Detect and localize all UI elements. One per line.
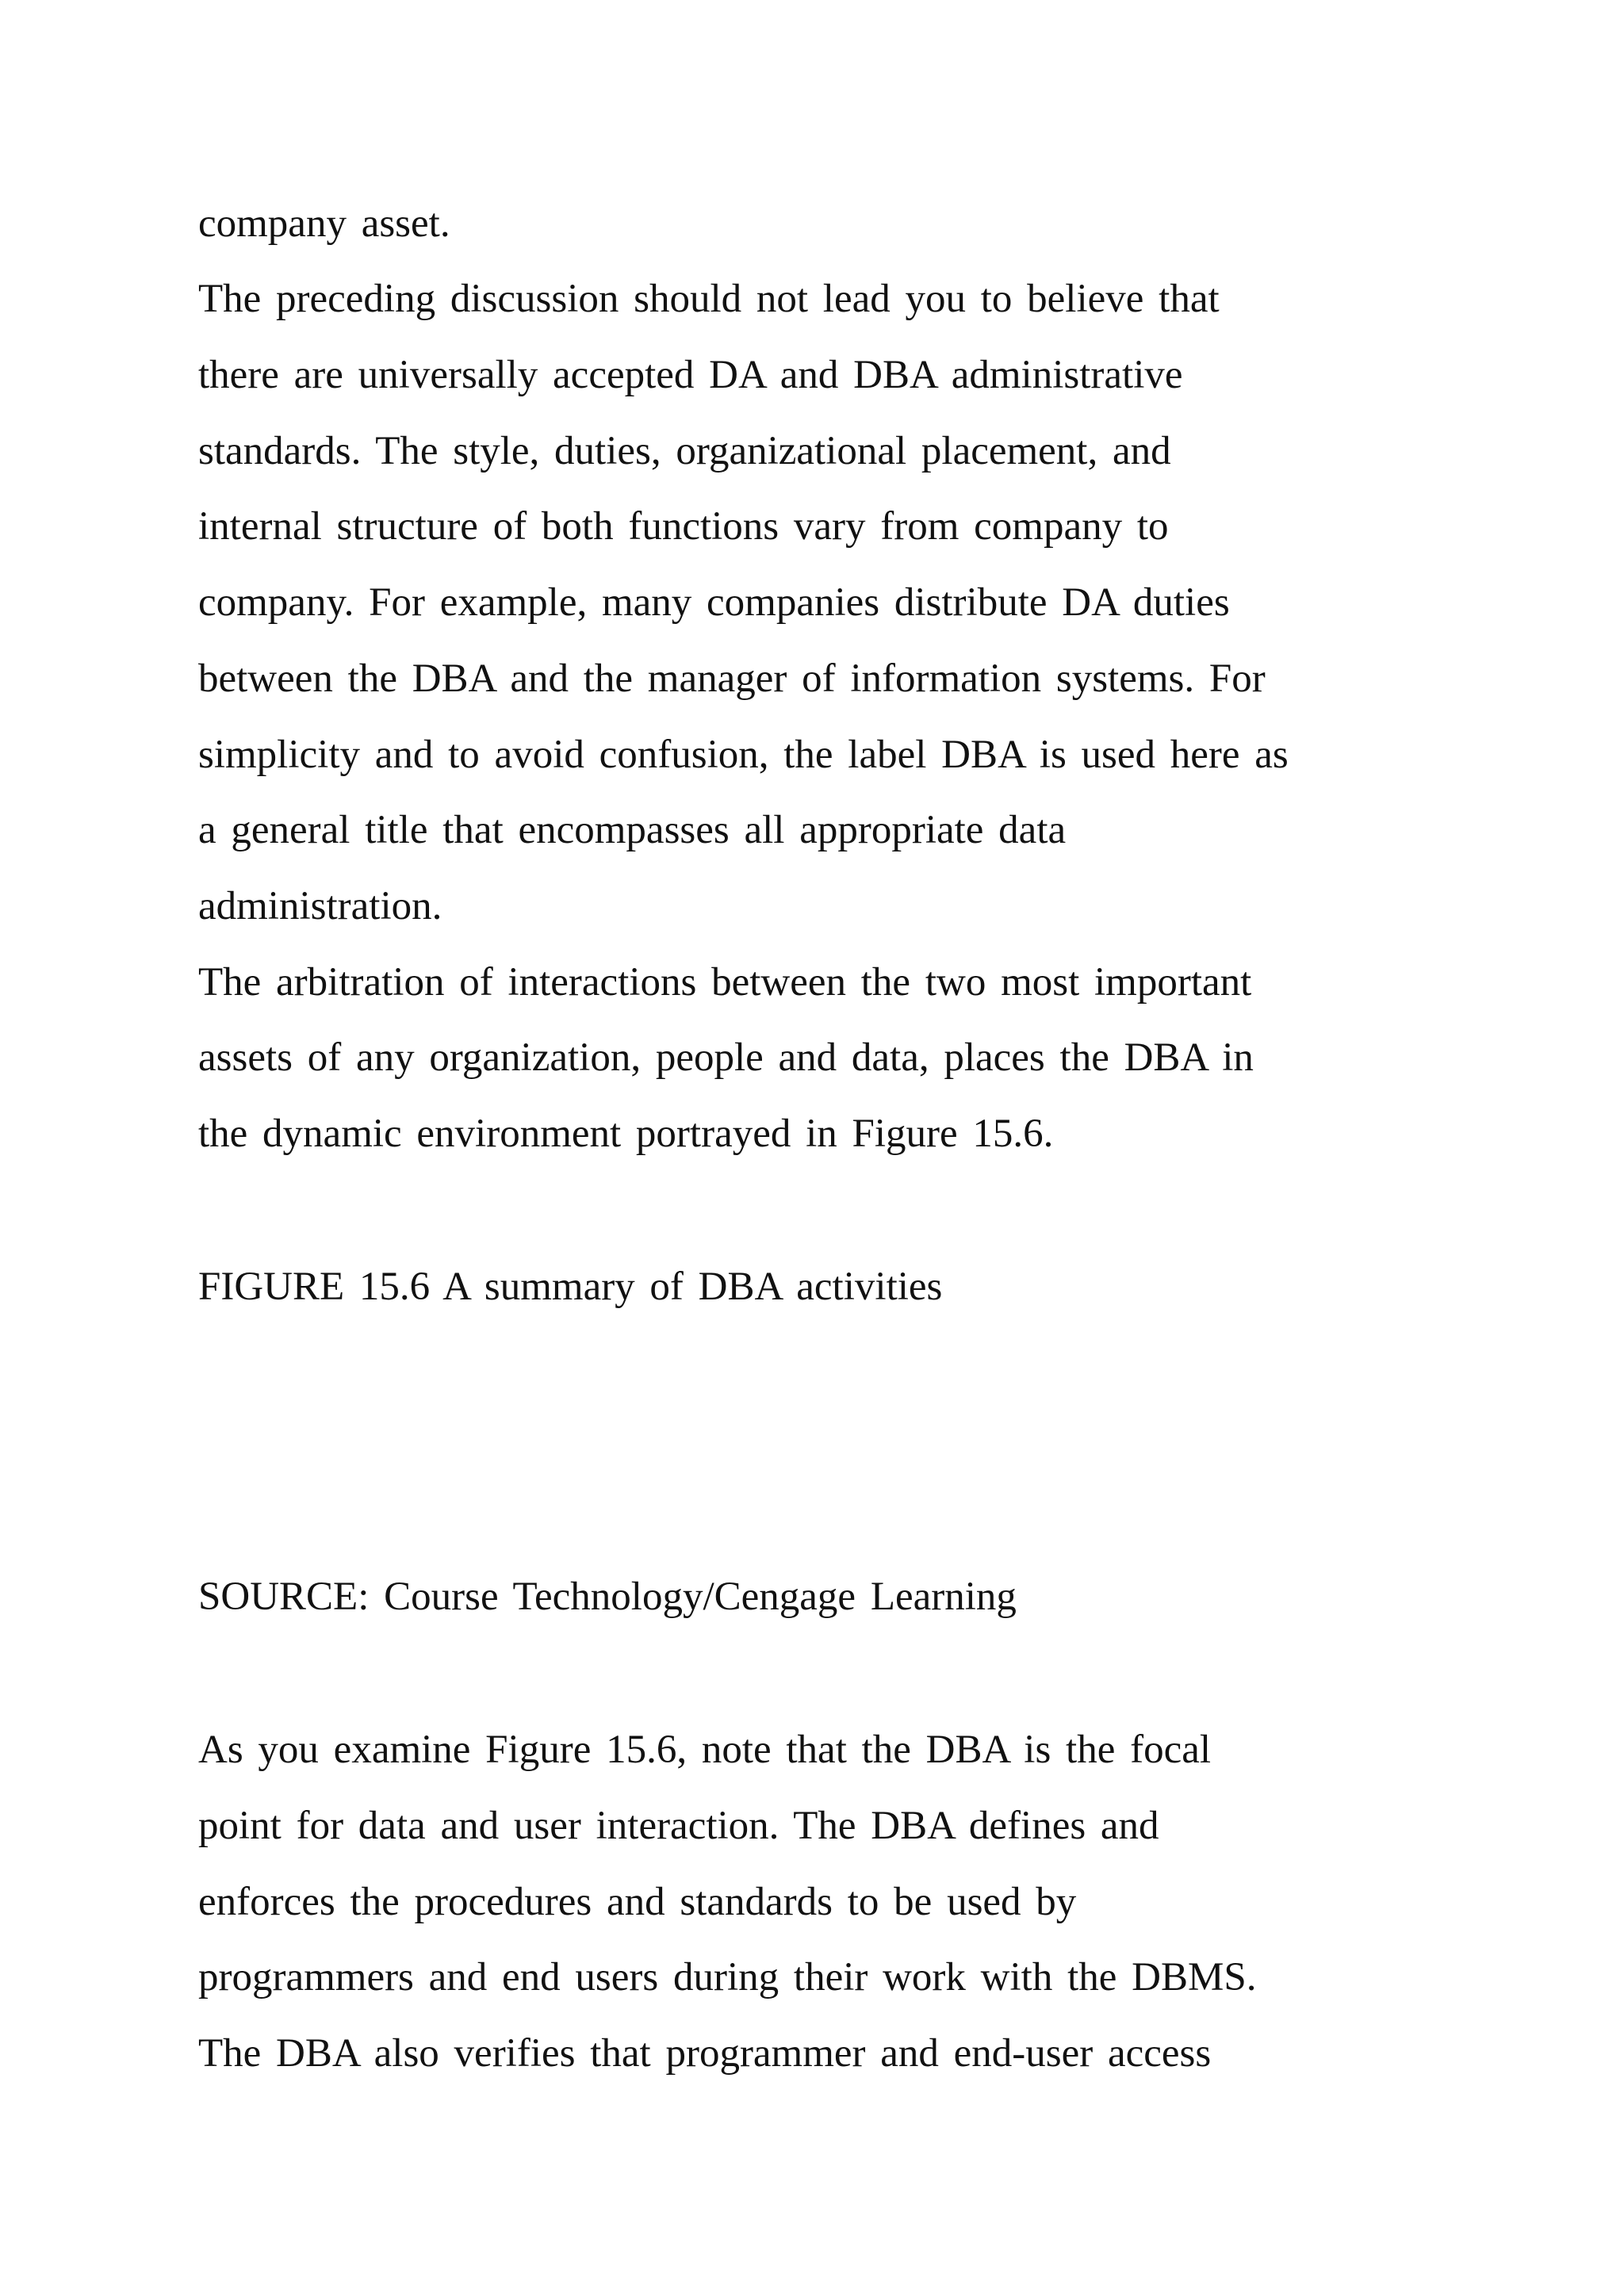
- figure-source: SOURCE: Course Technology/Cengage Learning: [198, 1575, 1017, 1619]
- text-line: standards. The style, duties, organizational placement, and: [198, 429, 1171, 473]
- text-line: company. For example, many companies distribute DA duties: [198, 580, 1230, 625]
- text-line: internal structure of both functions vary from company to: [198, 504, 1169, 549]
- text-line: point for data and user interaction. The DBA defines and: [198, 1804, 1159, 1848]
- text-line: simplicity and to avoid confusion, the label DBA is used here as: [198, 733, 1289, 777]
- text-line: programmers and end users during their work with the DBMS.: [198, 1955, 1257, 1999]
- text-line: between the DBA and the manager of information systems. For: [198, 656, 1266, 701]
- text-line: the dynamic environment portrayed in Figure 15.6.: [198, 1112, 1054, 1156]
- text-line: The arbitration of interactions between the two most important: [198, 960, 1252, 1004]
- text-line: there are universally accepted DA and DBA administrative: [198, 353, 1183, 397]
- text-line: assets of any organization, people and data, places the DBA in: [198, 1035, 1254, 1080]
- text-line: The DBA also verifies that programmer and end-user access: [198, 2031, 1212, 2076]
- text-line: enforces the procedures and standards to be used by: [198, 1880, 1077, 1924]
- text-line: administration.: [198, 884, 442, 928]
- figure-caption: FIGURE 15.6 A summary of DBA activities: [198, 1265, 943, 1309]
- text-line: a general title that encompasses all appropriate data: [198, 808, 1067, 852]
- text-line: As you examine Figure 15.6, note that the DBA is the focal: [198, 1728, 1212, 1772]
- text-line: company asset.: [198, 201, 450, 246]
- text-line: The preceding discussion should not lead you to believe that: [198, 277, 1220, 321]
